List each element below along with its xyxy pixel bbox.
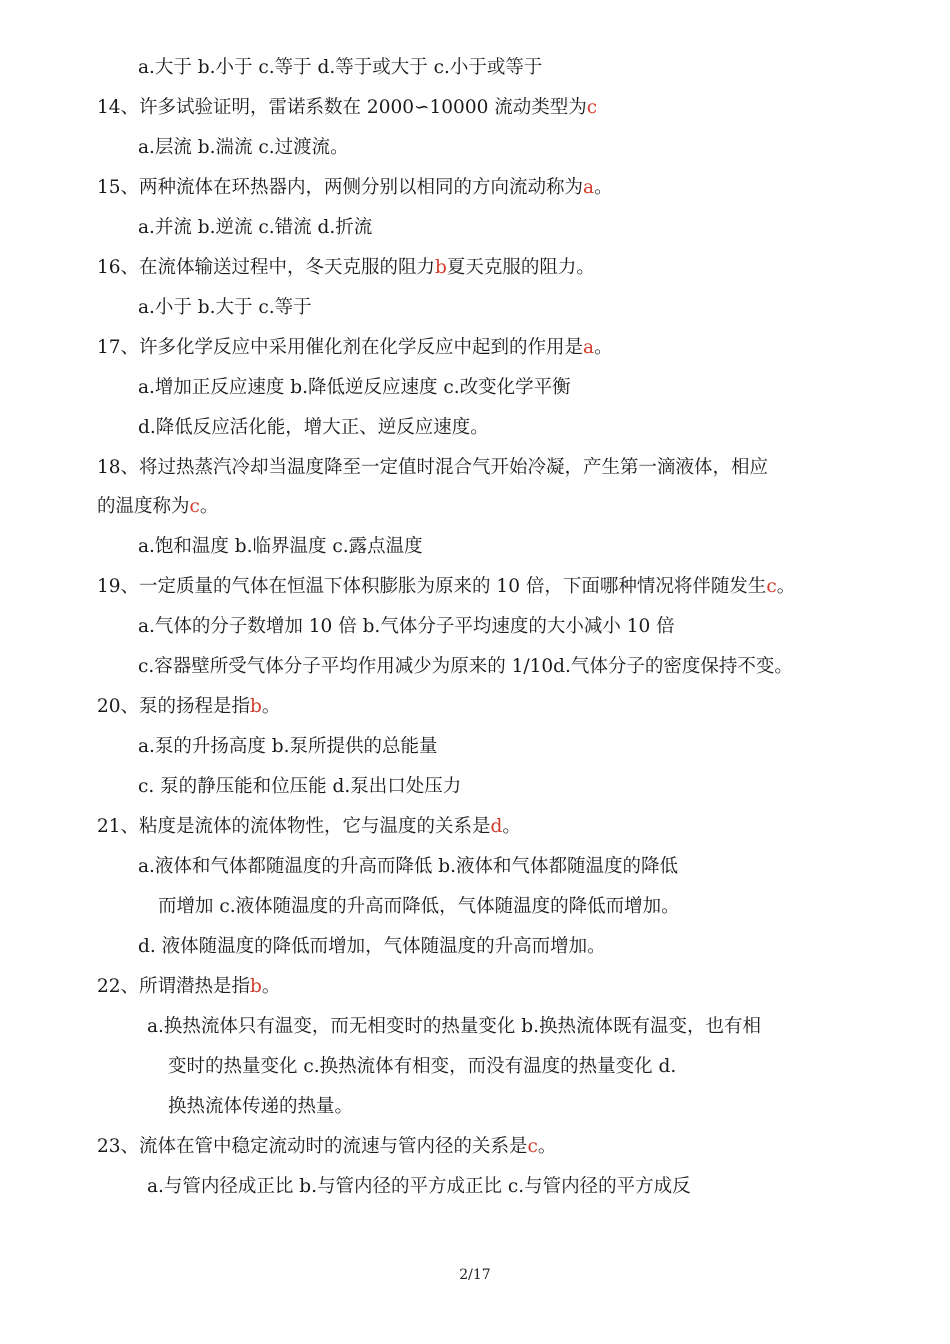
option-line [147, 1015, 761, 1039]
line-text: a.气体的分子数增加 10 倍 b.气体分子平均速度的大小减小 10 倍 [138, 616, 675, 637]
line-text: a.与管内径成正比 b.与管内径的平方成正比 c.与管内径的平方成反 [147, 1176, 691, 1197]
line-text: d. 液体随温度的降低而增加，气体随温度的升高而增加。 [138, 936, 606, 957]
line-text: 而增加 c.液体随温度的升高而降低，气体随温度的降低而增加。 [158, 896, 680, 917]
line-text: c. 泵的静压能和位压能 d.泵出口处压力 [138, 776, 462, 797]
option-line [168, 1095, 353, 1119]
line-text: 18、将过热蒸汽冷却当温度降至一定值时混合气开始冷凝，产生第一滴液体，相应 [97, 457, 769, 478]
answer-mark: c [527, 1136, 538, 1157]
question-line [97, 575, 795, 599]
line-text: 22、所谓潜热是指 [97, 976, 251, 997]
line-text: a.液体和气体都随温度的升高而降低 b.液体和气体都随温度的降低 [138, 856, 679, 877]
page-number: 2/17 [459, 1267, 491, 1283]
option-line [138, 136, 349, 160]
answer-mark: c [189, 496, 200, 517]
option-line [138, 376, 571, 400]
answer-mark: b [250, 696, 262, 717]
question-line [97, 1135, 556, 1159]
option-line [138, 535, 423, 559]
question-line [97, 815, 521, 839]
option-line [138, 935, 606, 959]
line-tail: 。 [776, 576, 796, 597]
line-text: d.降低反应活化能，增大正、逆反应速度。 [138, 417, 489, 438]
question-line [97, 495, 218, 519]
option-line [147, 1175, 691, 1199]
answer-mark: b [435, 257, 447, 278]
option-line [158, 895, 680, 919]
line-text: 变时的热量变化 c.换热流体有相变，而没有温度的热量变化 d. [168, 1056, 677, 1077]
line-text: 17、许多化学反应中采用催化剂在化学反应中起到的作用是 [97, 337, 584, 358]
answer-mark: c [766, 576, 777, 597]
option-line [168, 1055, 676, 1079]
line-text: 换热流体传递的热量。 [168, 1096, 354, 1117]
line-text: 20、泵的扬程是指 [97, 696, 251, 717]
line-text: 16、在流体输送过程中，冬天克服的阻力 [97, 257, 436, 278]
answer-mark: a [583, 177, 595, 198]
line-tail: 。 [502, 816, 521, 837]
question-line [97, 336, 613, 360]
line-text: c.容器壁所受气体分子平均作用减少为原来的 1/10d.气体分子的密度保持不变。 [138, 656, 793, 677]
answer-mark: b [250, 976, 262, 997]
line-text: a.小于 b.大于 c.等于 [138, 297, 312, 318]
line-text: a.增加正反应速度 b.降低逆反应速度 c.改变化学平衡 [138, 377, 571, 398]
line-text: 23、流体在管中稳定流动时的流速与管内径的关系是 [97, 1136, 528, 1157]
question-line [97, 176, 613, 200]
answer-mark: c [586, 97, 598, 118]
question-line [97, 695, 280, 719]
line-tail: 。 [537, 1136, 557, 1157]
line-tail: 。 [594, 337, 613, 358]
line-tail: 夏天克服的阻力。 [446, 257, 595, 278]
option-line [138, 855, 678, 879]
line-tail: 。 [261, 976, 281, 997]
line-text: a.泵的升扬高度 b.泵所提供的总能量 [138, 736, 438, 757]
line-text: a.饱和温度 b.临界温度 c.露点温度 [138, 536, 423, 557]
question-line [97, 975, 280, 999]
line-tail: 。 [594, 177, 613, 198]
option-line [138, 296, 312, 320]
line-tail: 。 [199, 496, 219, 517]
question-line [97, 456, 768, 480]
line-text: a.层流 b.湍流 c.过渡流。 [138, 137, 349, 158]
line-text: a.并流 b.逆流 c.错流 d.折流 [138, 217, 373, 238]
option-line [138, 615, 675, 639]
option-line [138, 775, 461, 799]
answer-mark: d [490, 816, 503, 837]
line-tail: 。 [261, 696, 281, 717]
question-line [97, 96, 597, 120]
line-text: 19、一定质量的气体在恒温下体积膨胀为原来的 10 倍，下面哪种情况将伴随发生 [97, 576, 767, 597]
option-line [138, 735, 438, 759]
line-text: a.大于 b.小于 c.等于 d.等于或大于 c.小于或等于 [138, 57, 543, 78]
line-text: 21、粘度是流体的流体物性，它与温度的关系是 [97, 816, 491, 837]
line-text: 14、许多试验证明，雷诺系数在 2000∽10000 流动类型为 [97, 97, 587, 118]
line-text: a.换热流体只有温变，而无相变时的热量变化 b.换热流体既有温变，也有相 [147, 1016, 762, 1037]
line-text: 的温度称为 [97, 496, 190, 517]
option-line [138, 655, 793, 679]
line-text: 15、两种流体在环热器内，两侧分别以相同的方向流动称为 [97, 177, 584, 198]
option-line [138, 416, 489, 440]
option-line [138, 216, 372, 240]
question-line [97, 256, 595, 280]
answer-mark: a [583, 337, 595, 358]
option-line [138, 56, 542, 80]
